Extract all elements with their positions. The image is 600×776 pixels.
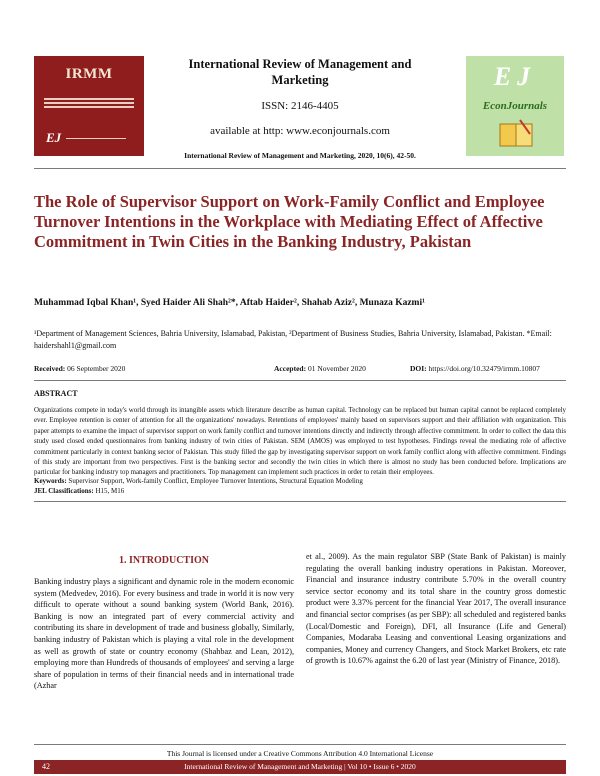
header-divider: [34, 168, 566, 169]
abstract-heading: ABSTRACT: [34, 389, 78, 398]
footer-text: International Review of Management and Marketing | Vol 10 • Issue 6 • 2020: [184, 762, 416, 771]
jel-line: [34, 486, 566, 496]
right-column-text: et al., 2009). As the main regulator SBP (State Bank of Pakistan) is mainly regulating the overall banking industry operations in Pakistan. Moreover, Financial and insurance industry contribute 5.70% in the overall country service sector economy and its total share in the country gross domestic product were 3.37% percent for the financial Year 2017, The overall insurance and financial sector comprises (as per SBP): all scheduled and registered banks (Local/Domestic and Foreign), DFI, all Insurance (Life and General) Companies, Modaraba Leasing and conventional Leasing organizations and companies, Money and currency Changers, and Stock Market Brokers, etc rate of growth is 10.67% against the 6.20 of last year (Ministry of Finance, 2018).: [306, 552, 566, 666]
keywords-block: [34, 476, 566, 496]
doi: [410, 364, 540, 373]
accepted-value: 01 November 2020: [307, 364, 366, 373]
license-note: This Journal is licensed under a Creative Commons Attribution 4.0 International License: [166, 749, 434, 758]
keywords-bottom-rule: [34, 501, 566, 502]
received-value: 06 September 2020: [67, 364, 126, 373]
doi-label: DOI:: [410, 364, 427, 373]
jel-codes: H15, M16: [95, 487, 125, 495]
abstract-text: Organizations compete in today's world through its intangible assets which literature describe as human capital. Technology can be replaced but human capital cannot be replaced completely ever. Employee retention is center of attention for all the organizations' nowadays. Retentions of employees' mainly based on supervisors support and their affiliation with organization. This paper attempts to examine the impact of supervisor support on work family conflict and turnover intentions directly and indirectly through affective commitment. In order to collect the data this study used closed ended questionnaires from banking industry of twin cities of Pakistan. SEM (AMOS) was employed to test hypotheses. Findings reveal the mediating role of affective commitment particularly in context banking sector of Pakistan. This study filled the gap by investigating supervisor support on work family conflict along with affective commitment. Findings of this study are important from two perspectives. First is the banking sector and secondly the twin cities in which there is almost no study has been conducted before. Implications are particular for banking industry top managers and practitioners. Top management can implement such practices in order to retain their employees.: [34, 407, 566, 477]
keywords-label: Keywords:: [34, 477, 67, 485]
affiliation: ¹Department of Management Sciences, Bahria University, Islamabad, Pakistan, ²Department of Business Studies, Bahria University, Islamabad, Pakistan. *Email: haidershahl1@gmail.com: [34, 329, 552, 350]
article-dates: [34, 364, 566, 376]
citation: International Review of Management and Marketing, 2020, 10(6), 42-50.: [184, 151, 416, 160]
econjournals-logo: [466, 56, 564, 156]
abstract-top-rule: [34, 380, 566, 381]
authors: Muhammad Iqbal Khan¹, Syed Haider Ali Shah²*, Aftab Haider², Shahab Aziz², Munaza Kazmi¹: [34, 298, 425, 308]
accepted-date: [274, 364, 366, 373]
left-column-text: Banking industry plays a significant and dynamic role in the modern economic system (Medvedev, 2016). For every business and trade in world it is now very difficult to operate without a sound banking system (World Bank, 2016). Banking is now an integrated part of every commercial activity and contributing its share in development of trade and business globally, Similarly, banking industry of Pakistan which is playing a vital role in the development as well as growth of state or country economy (Shahbaz and Lean, 2012), employing more than Hundreds of thousands of employees' and serving a large share of population in terms of their financial needs and in international trade (Azhar: [34, 577, 294, 691]
footer-rule: [34, 744, 566, 745]
article-title: The Role of Supervisor Support on Work-Family Conflict and Employee Turnover Intentions in the Workplace with Mediating Effect of Affective Commitment in Twin Cities in the Banking Industry, Pakistan: [34, 192, 545, 251]
issn: ISSN: 2146-4405: [261, 100, 339, 112]
footer-bar: [34, 760, 566, 774]
cover-logo: EJ: [46, 130, 62, 145]
cover-title: IRMM: [65, 66, 113, 82]
section-heading: 1. INTRODUCTION: [118, 555, 209, 566]
journal-cover-image: [34, 56, 144, 156]
cover-subtitle-lines: [44, 98, 134, 108]
cover-line: [66, 138, 126, 139]
keywords-line: [34, 476, 566, 486]
keywords: Supervisor Support, Work-family Conflict, Employee Turnover Intentions, Structural Equation Modeling: [68, 477, 363, 485]
book-icon: [496, 118, 536, 152]
accepted-label: Accepted:: [274, 364, 307, 373]
ej-word: EconJournals: [482, 100, 548, 112]
received-date: [34, 364, 125, 373]
journal-title: International Review of Management and Marketing: [188, 57, 412, 87]
doi-link[interactable]: https://doi.org/10.32479/irmm.10807: [428, 364, 540, 373]
ej-letters: EJ: [493, 62, 537, 91]
page-number: 42: [42, 762, 50, 771]
jel-label: JEL Classifications:: [34, 487, 94, 495]
available-url[interactable]: available at http: www.econjournals.com: [210, 125, 390, 137]
received-label: Received:: [34, 364, 66, 373]
